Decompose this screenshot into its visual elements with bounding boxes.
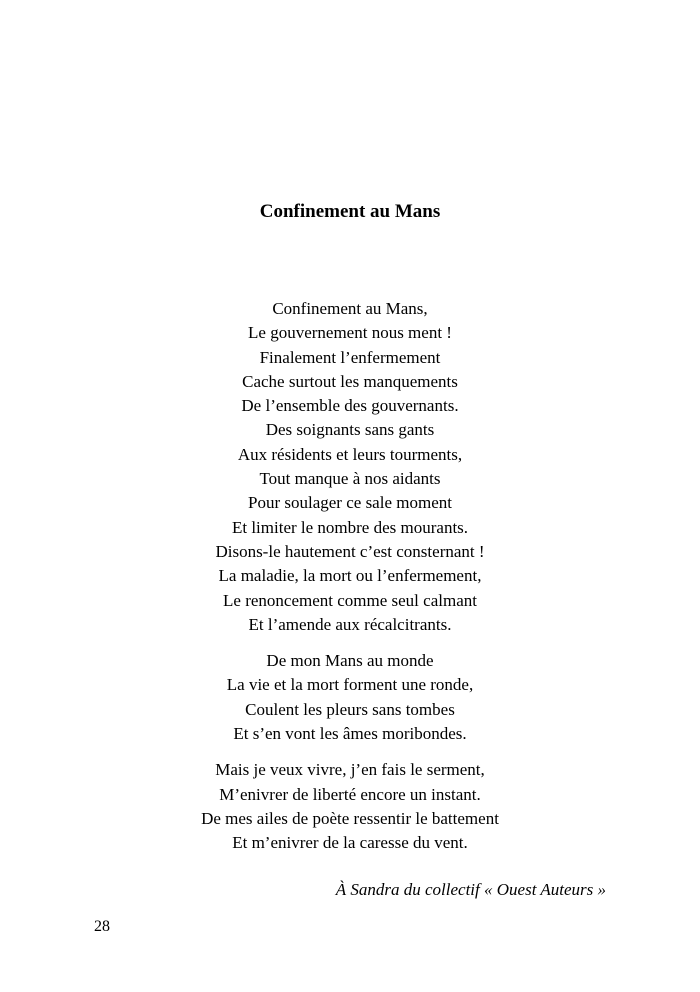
verse-line: Aux résidents et leurs tourments, (237, 444, 463, 464)
verse-line: Pour soulager ce sale moment (248, 493, 452, 513)
verse-line: De mon Mans au monde (266, 651, 434, 671)
verse-line: Et l’amende aux récalcitrants. (248, 614, 452, 634)
stanza (0, 297, 700, 637)
verse-line: Disons-le hautement c’est consternant ! (215, 541, 485, 561)
verse-line: Finalement l’enfermement (259, 347, 441, 367)
dedication: À Sandra du collectif « Ouest Auteurs » (335, 880, 606, 899)
verse-line: Mais je veux vivre, j’en fais le serment, (215, 760, 485, 780)
verse-line: M’enivrer de liberté encore un instant. (219, 784, 481, 804)
verse-line: Tout manque à nos aidants (259, 469, 441, 489)
verse-line: Cache surtout les manquements (242, 371, 458, 391)
verse-line: Coulent les pleurs sans tombes (245, 699, 455, 719)
verse-line: Des soignants sans gants (265, 420, 435, 440)
verse-line: La vie et la mort forment une ronde, (226, 675, 474, 695)
verse-line: Le gouvernement nous ment ! (248, 323, 452, 343)
verse-line: Confinement au Mans, (272, 299, 428, 318)
verse-line: Le renoncement comme seul calmant (223, 590, 477, 610)
page-number: 28 (94, 918, 110, 935)
poem-title: Confinement au Mans (259, 201, 441, 222)
verse-line: La maladie, la mort ou l’enfermement, (218, 566, 482, 586)
verse-line: Et m’enivrer de la caresse du vent. (232, 833, 468, 853)
stanza (0, 649, 700, 746)
verse-line: De mes ailes de poète ressentir le battement (201, 808, 499, 828)
verse-line: De l’ensemble des gouvernants. (241, 396, 459, 416)
stanza (0, 758, 700, 855)
verse-line: Et s’en vont les âmes moribondes. (233, 724, 467, 744)
verse-line: Et limiter le nombre des mourants. (231, 517, 469, 537)
poem-body (0, 297, 700, 856)
